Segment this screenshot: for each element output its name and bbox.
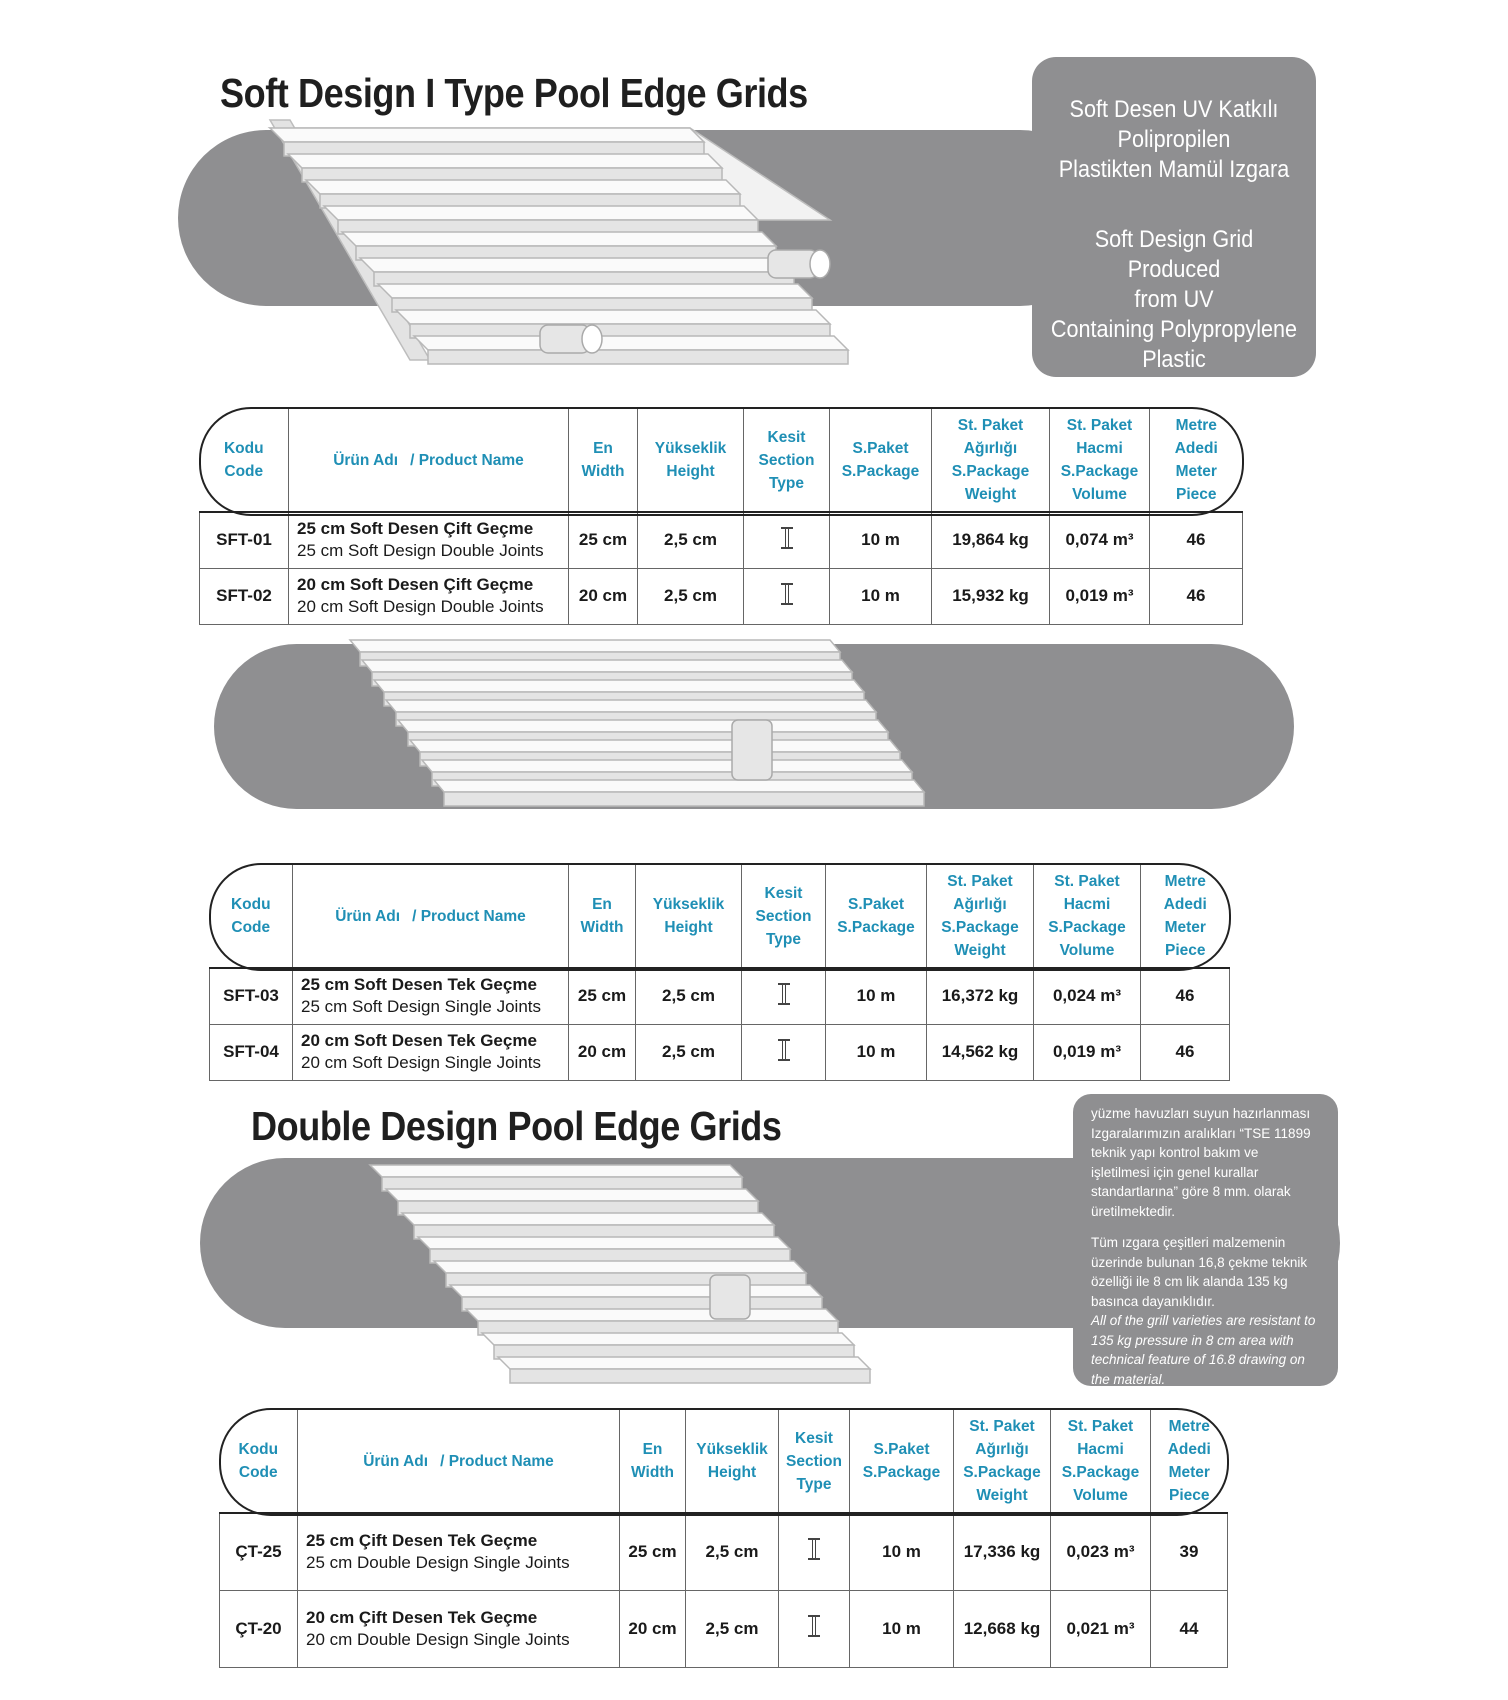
- cell-width: 20 cm: [620, 1590, 686, 1667]
- col-header-width-text: En: [642, 1441, 663, 1458]
- grid-slat: [466, 1309, 838, 1321]
- standards-note-box: [1073, 1094, 1338, 1386]
- cell-height: 2,5 cm: [638, 568, 744, 624]
- col-header-product-name-tr: Ürün Adı: [333, 451, 399, 469]
- section-title-soft: Soft Design I Type Pool Edge Grids: [220, 70, 808, 116]
- col-header-code-text: Code: [238, 1464, 278, 1481]
- cell-section-type: [744, 568, 830, 624]
- col-header-volume-text: S.Package: [1061, 1464, 1140, 1481]
- grid-product-image: [270, 120, 870, 400]
- col-header-weight-text: Ağırlığı: [953, 896, 1007, 913]
- grid-slat: [386, 700, 876, 712]
- cell-package: 10 m: [830, 568, 932, 624]
- grid-slat-side: [444, 792, 924, 806]
- col-header-height: [636, 865, 742, 968]
- cell-piece: 46: [1150, 568, 1243, 624]
- grid-slat: [342, 232, 776, 246]
- cell-weight: 19,864 kg: [932, 512, 1050, 568]
- col-header-height-text: Yükseklik: [652, 896, 725, 913]
- grid-slat: [482, 1333, 854, 1345]
- cell-width: 25 cm: [569, 968, 636, 1024]
- info-tr-line: Plastikten Mamül Izgara: [1058, 156, 1290, 183]
- spec-table-soft-double: [199, 409, 1243, 625]
- grid-slat: [422, 760, 912, 772]
- grid-slat: [386, 1189, 758, 1201]
- cell-section-type: [742, 1024, 826, 1080]
- col-header-code-text: Kodu: [238, 1441, 279, 1458]
- col-header-product-name-tr: Ürün Adı: [335, 907, 401, 925]
- spec-table-soft-single: [209, 865, 1230, 1081]
- col-header-volume: [1051, 1410, 1151, 1513]
- col-header-package-text: S.Package: [837, 919, 915, 936]
- col-header-weight-text: Ağırlığı: [963, 440, 1018, 457]
- col-header-height-text: Yükseklik: [654, 440, 727, 457]
- col-header-section-text: Kesit: [764, 884, 803, 902]
- col-header-product-name: [289, 409, 569, 512]
- col-header-weight-text: Ağırlığı: [975, 1441, 1029, 1458]
- table-row: [210, 968, 1230, 1024]
- col-header-width-text: Width: [580, 919, 624, 936]
- col-header-section-text: Type: [768, 474, 805, 492]
- col-header-weight-text: St. Paket: [969, 1418, 1035, 1435]
- product-name-tr: 25 cm Çift Desen Tek Geçme: [306, 1530, 538, 1550]
- col-header-package: [826, 865, 927, 968]
- col-header-section-text: Section: [758, 451, 815, 469]
- col-header-width: [620, 1410, 686, 1513]
- cell-weight: 16,372 kg: [927, 968, 1034, 1024]
- cell-package: 10 m: [850, 1513, 954, 1590]
- grid-slat: [288, 154, 722, 168]
- col-header-width-text: En: [593, 440, 613, 457]
- col-header-piece-text: Metre: [1164, 873, 1206, 890]
- col-header-product-name-en: / Product Name: [412, 907, 526, 925]
- note-paragraph-en: All of the grill varieties are resistant to 135 kg pressure in 8 cm area with technical feature of 16.8 drawing on the material.: [1091, 1313, 1316, 1387]
- cell-height: 2,5 cm: [686, 1590, 779, 1667]
- col-header-code: [220, 1410, 298, 1513]
- grid-slat: [414, 336, 848, 350]
- cell-product-name: [289, 568, 569, 624]
- col-header-section-text: Section: [755, 907, 812, 925]
- col-header-product-name-en: / Product Name: [440, 1452, 554, 1470]
- material-info-box: [1032, 57, 1316, 377]
- col-header-volume: [1034, 865, 1141, 968]
- col-header-package-text: S.Package: [841, 463, 920, 480]
- col-header-height-text: Yükseklik: [696, 1441, 768, 1458]
- cell-product-name: [298, 1513, 620, 1590]
- table-row: [220, 1590, 1228, 1667]
- spec-table-double-single: [219, 1410, 1228, 1668]
- col-header-weight-text: S.Package: [951, 463, 1030, 480]
- col-header-code-text: Code: [231, 919, 271, 936]
- grid-product-image: [350, 640, 950, 880]
- col-header-package-text: S.Paket: [847, 896, 904, 913]
- cell-code: ÇT-20: [220, 1590, 298, 1667]
- cell-height: 2,5 cm: [638, 512, 744, 568]
- col-header-piece-text: Metre: [1175, 417, 1217, 434]
- col-header-volume-text: Volume: [1059, 942, 1115, 959]
- col-header-code-text: Code: [224, 463, 264, 480]
- note-paragraph: yüzme havuzları suyun hazırlanması Izgaralarımızın aralıkları “TSE 11899 teknik yapı kontrol bakım ve işletilmesi için genel kurallar standartlarına” göre 8 mm. olarak üretilmektedir.: [1091, 1106, 1311, 1219]
- grid-product-image: [370, 1155, 890, 1415]
- product-name-en: 20 cm Soft Design Single Joints: [301, 1053, 542, 1072]
- product-name-tr: 20 cm Soft Desen Çift Geçme: [297, 575, 534, 594]
- grid-slat: [350, 640, 840, 652]
- grid-slat: [362, 660, 852, 672]
- cell-section-type: [779, 1590, 850, 1667]
- grid-slat: [270, 128, 704, 142]
- product-name-tr: 25 cm Soft Desen Çift Geçme: [297, 519, 534, 539]
- cell-weight: 14,562 kg: [927, 1024, 1034, 1080]
- product-name-en: 25 cm Double Design Single Joints: [306, 1552, 570, 1572]
- col-header-weight-text: Weight: [954, 942, 1006, 959]
- table-row: [220, 1513, 1228, 1590]
- cell-package: 10 m: [830, 512, 932, 568]
- col-header-piece-text: Piece: [1175, 486, 1217, 503]
- table-row: [210, 1024, 1230, 1080]
- grid-slat: [402, 1213, 774, 1225]
- col-header-package-text: S.Paket: [852, 440, 909, 457]
- col-header-package-text: S.Package: [862, 1464, 941, 1481]
- info-tr-line: Polipropilen: [1117, 126, 1231, 153]
- col-header-piece-text: Meter: [1164, 919, 1206, 936]
- col-header-volume-text: Hacmi: [1063, 896, 1111, 913]
- col-header-height-text: Height: [707, 1464, 757, 1481]
- cell-width: 25 cm: [620, 1513, 686, 1590]
- grid-slat: [306, 180, 740, 194]
- info-en-line: from UV: [1134, 286, 1214, 313]
- col-header-weight-text: Weight: [976, 1487, 1028, 1504]
- col-header-piece: [1151, 1410, 1228, 1513]
- cell-volume: 0,074 m³: [1050, 512, 1150, 568]
- col-header-volume: [1050, 409, 1150, 512]
- cell-height: 2,5 cm: [636, 1024, 742, 1080]
- col-header-width-text: Width: [581, 463, 625, 480]
- grid-slat-side: [428, 350, 848, 364]
- cell-code: ÇT-25: [220, 1513, 298, 1590]
- col-header-piece-text: Adedi: [1167, 1441, 1211, 1458]
- col-header-weight-text: St. Paket: [947, 873, 1013, 890]
- col-header-volume-text: St. Paket: [1054, 873, 1120, 890]
- grid-slat: [418, 1237, 790, 1249]
- col-header-piece-text: Piece: [1164, 942, 1206, 959]
- col-header-weight-text: S.Package: [963, 1464, 1041, 1481]
- cell-section-type: [744, 512, 830, 568]
- i-beam-section-icon: [808, 1538, 820, 1560]
- cell-volume: 0,019 m³: [1050, 568, 1150, 624]
- cell-package: 10 m: [850, 1590, 954, 1667]
- cell-section-type: [779, 1513, 850, 1590]
- grid-slat: [434, 1261, 806, 1273]
- col-header-section-text: Type: [796, 1475, 832, 1493]
- cell-height: 2,5 cm: [686, 1513, 779, 1590]
- cell-weight: 17,336 kg: [954, 1513, 1051, 1590]
- col-header-section: [742, 865, 826, 968]
- product-name-tr: 25 cm Soft Desen Tek Geçme: [301, 975, 537, 995]
- col-header-code-text: Kodu: [230, 896, 271, 913]
- grid-slat: [360, 258, 794, 272]
- col-header-section-text: Kesit: [767, 428, 806, 446]
- grid-slat: [396, 310, 830, 324]
- cell-piece: 46: [1150, 512, 1243, 568]
- cell-product-name: [293, 1024, 569, 1080]
- grid-slat: [378, 284, 812, 298]
- product-name-tr: 20 cm Çift Desen Tek Geçme: [306, 1607, 538, 1627]
- col-header-piece-text: Piece: [1168, 1487, 1210, 1504]
- cell-code: SFT-04: [210, 1024, 293, 1080]
- cell-code: SFT-01: [200, 512, 289, 568]
- cell-width: 25 cm: [569, 512, 638, 568]
- col-header-weight-text: S.Package: [941, 919, 1019, 936]
- col-header-product-name-en: / Product Name: [410, 451, 524, 469]
- info-en-line: Plastic: [1142, 346, 1206, 373]
- col-header-volume-text: St. Paket: [1066, 417, 1133, 434]
- grid-slat: [410, 740, 900, 752]
- col-header-section-text: Type: [765, 930, 802, 948]
- cell-package: 10 m: [826, 1024, 927, 1080]
- col-header-volume-text: S.Package: [1048, 919, 1126, 936]
- note-paragraph: Tüm ızgara çeşitleri malzemenin üzerinde bulunan 16,8 çekme teknik özelliği ile 8 cm lik alanda 135 kg basınca dayanıklıdır.: [1091, 1235, 1308, 1309]
- col-header-weight-text: Weight: [964, 486, 1017, 503]
- col-header-volume-text: Hacmi: [1076, 440, 1123, 457]
- i-beam-section-icon: [781, 583, 793, 605]
- col-header-section: [744, 409, 830, 512]
- grid-slat: [398, 720, 888, 732]
- col-header-piece-text: Meter: [1175, 463, 1217, 480]
- info-en-line: Containing Polypropylene: [1050, 316, 1298, 343]
- col-header-piece-text: Adedi: [1163, 896, 1207, 913]
- cell-code: SFT-03: [210, 968, 293, 1024]
- col-header-section-text: Section: [786, 1452, 842, 1470]
- grid-slat: [324, 206, 758, 220]
- col-header-width-text: Width: [631, 1464, 674, 1481]
- cell-package: 10 m: [826, 968, 927, 1024]
- grid-slat: [434, 780, 924, 792]
- section-title-double: Double Design Pool Edge Grids: [251, 1103, 782, 1149]
- cell-section-type: [742, 968, 826, 1024]
- col-header-volume-text: Volume: [1072, 486, 1127, 503]
- cell-piece: 46: [1141, 1024, 1230, 1080]
- col-header-piece: [1141, 865, 1230, 968]
- col-header-weight: [927, 865, 1034, 968]
- grid-slat: [374, 680, 864, 692]
- col-header-volume-text: S.Package: [1060, 463, 1139, 480]
- col-header-section: [779, 1410, 850, 1513]
- product-name-en: 25 cm Soft Design Single Joints: [301, 997, 542, 1017]
- table-row: [200, 568, 1243, 624]
- col-header-width: [569, 865, 636, 968]
- col-header-height-text: Height: [666, 463, 715, 480]
- col-header-piece-text: Metre: [1168, 1418, 1210, 1435]
- col-header-height: [686, 1410, 779, 1513]
- col-header-piece-text: Adedi: [1174, 440, 1218, 457]
- col-header-weight-text: St. Paket: [957, 417, 1024, 434]
- col-header-volume-text: Hacmi: [1077, 1441, 1124, 1458]
- col-header-volume-text: Volume: [1073, 1487, 1128, 1504]
- cell-width: 20 cm: [569, 568, 638, 624]
- cell-piece: 39: [1151, 1513, 1228, 1590]
- cell-product-name: [289, 512, 569, 568]
- grid-slat: [450, 1285, 822, 1297]
- col-header-piece-text: Meter: [1168, 1464, 1210, 1481]
- info-en-line: Soft Design Grid Produced: [1094, 226, 1254, 283]
- cell-weight: 12,668 kg: [954, 1590, 1051, 1667]
- col-header-width: [569, 409, 638, 512]
- cell-piece: 44: [1151, 1590, 1228, 1667]
- product-name-en: 20 cm Double Design Single Joints: [306, 1629, 570, 1649]
- col-header-product-name-tr: Ürün Adı: [363, 1452, 429, 1470]
- grid-slat: [498, 1357, 870, 1369]
- cell-height: 2,5 cm: [636, 968, 742, 1024]
- col-header-product-name: [298, 1410, 620, 1513]
- info-tr-line: Soft Desen UV Katkılı: [1069, 96, 1279, 123]
- col-header-package: [830, 409, 932, 512]
- col-header-weight: [932, 409, 1050, 512]
- cell-volume: 0,021 m³: [1051, 1590, 1151, 1667]
- cell-volume: 0,023 m³: [1051, 1513, 1151, 1590]
- col-header-piece: [1150, 409, 1243, 512]
- col-header-height: [638, 409, 744, 512]
- cell-volume: 0,024 m³: [1034, 968, 1141, 1024]
- col-header-volume-text: St. Paket: [1067, 1418, 1134, 1435]
- i-beam-section-icon: [808, 1615, 820, 1637]
- col-header-product-name: [293, 865, 569, 968]
- table-row: [200, 512, 1243, 568]
- cell-product-name: [293, 968, 569, 1024]
- product-name-tr: 20 cm Soft Desen Tek Geçme: [301, 1031, 537, 1050]
- col-header-weight: [954, 1410, 1051, 1513]
- cell-weight: 15,932 kg: [932, 568, 1050, 624]
- i-beam-section-icon: [781, 527, 793, 549]
- cell-code: SFT-02: [200, 568, 289, 624]
- grid-slat: [370, 1165, 742, 1177]
- grid-slat-side: [510, 1369, 870, 1383]
- cell-product-name: [298, 1590, 620, 1667]
- cell-width: 20 cm: [569, 1024, 636, 1080]
- i-beam-section-icon: [778, 1039, 790, 1061]
- col-header-code-text: Kodu: [223, 440, 264, 457]
- cell-piece: 46: [1141, 968, 1230, 1024]
- col-header-package: [850, 1410, 954, 1513]
- col-header-package-text: S.Paket: [873, 1441, 930, 1458]
- product-name-en: 25 cm Soft Design Double Joints: [297, 541, 544, 561]
- col-header-width-text: En: [592, 896, 612, 913]
- i-beam-section-icon: [778, 983, 790, 1005]
- col-header-section-text: Kesit: [795, 1429, 833, 1447]
- cell-volume: 0,019 m³: [1034, 1024, 1141, 1080]
- col-header-code: [210, 865, 293, 968]
- product-name-en: 20 cm Soft Design Double Joints: [297, 597, 544, 616]
- col-header-code: [200, 409, 289, 512]
- col-header-height-text: Height: [664, 919, 713, 936]
